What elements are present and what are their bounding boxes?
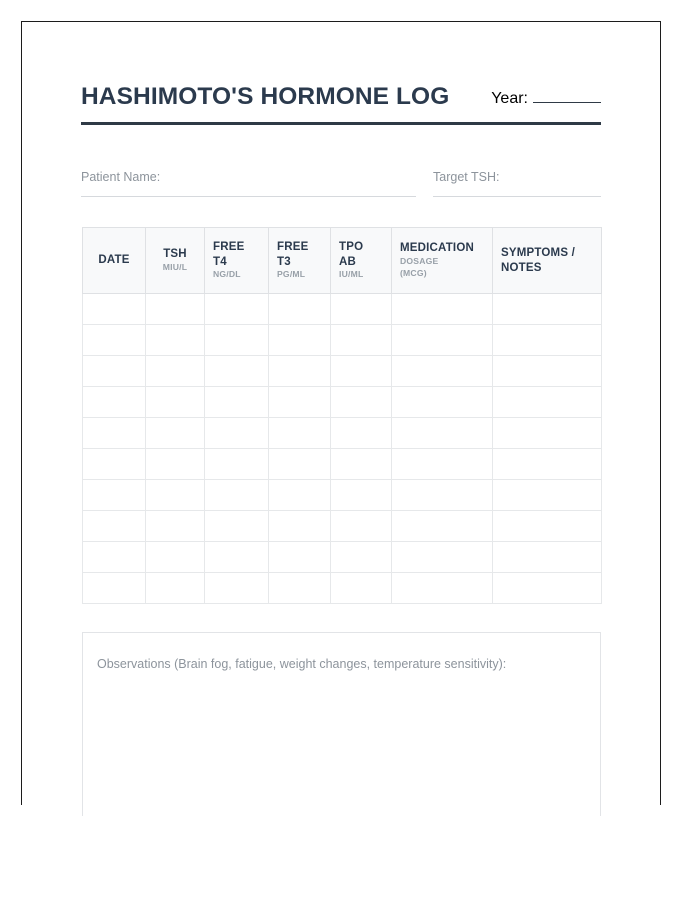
table-cell-tsh[interactable] [146,511,205,542]
table-cell-medication[interactable] [392,449,493,480]
table-cell-tsh[interactable] [146,325,205,356]
table-cell-medication[interactable] [392,387,493,418]
table-cell-tpo-ab[interactable] [331,356,392,387]
hormone-log-table [82,227,602,604]
table-cell-free-t3[interactable] [269,418,331,449]
year-field[interactable] [491,90,601,111]
column-header-free-t4-unit: NG/DL [213,269,241,280]
column-header-symptoms-line1: SYMPTOMS / [501,246,575,259]
table-cell-tpo-ab[interactable] [331,542,392,573]
table-cell-medication[interactable] [392,542,493,573]
table-cell-tpo-ab[interactable] [331,418,392,449]
table-cell-tpo-ab[interactable] [331,294,392,325]
table-cell-date[interactable] [83,480,146,511]
table-cell-date[interactable] [83,449,146,480]
table-cell-date[interactable] [83,573,146,604]
table-cell-medication[interactable] [392,294,493,325]
table-cell-date[interactable] [83,294,146,325]
table-cell-free-t3[interactable] [269,387,331,418]
observations-label: Observations (Brain fog, fatigue, weight changes, temperature sensitivity): [97,657,507,671]
column-header-free-t3-unit: PG/ML [277,269,306,280]
page-title: HASHIMOTO'S HORMONE LOG [81,83,450,110]
document-header [81,84,601,111]
column-header-medication-unit-line2: (MCG) [400,267,427,278]
table-cell-free-t3[interactable] [269,325,331,356]
table-cell-free-t4[interactable] [205,387,269,418]
table-cell-free-t4[interactable] [205,356,269,387]
table-cell-free-t3[interactable] [269,449,331,480]
title-divider [81,122,601,125]
table-cell-tsh[interactable] [146,418,205,449]
table-cell-tsh[interactable] [146,542,205,573]
column-header-medication-unit-line1: DOSAGE [400,256,439,267]
table-cell-symptoms[interactable] [493,356,602,387]
column-header-free-t3-line1: FREE [277,240,309,253]
table-cell-free-t4[interactable] [205,511,269,542]
column-header-free-t4 [205,228,269,294]
table-cell-free-t3[interactable] [269,356,331,387]
table-row [83,573,602,604]
column-header-free-t3 [269,228,331,294]
column-header-symptoms-line2: NOTES [501,261,542,274]
year-input-blank[interactable] [533,91,601,103]
table-cell-tpo-ab[interactable] [331,480,392,511]
table-cell-tpo-ab[interactable] [331,573,392,604]
table-cell-symptoms[interactable] [493,294,602,325]
column-header-date-label: DATE [98,254,130,267]
table-cell-free-t3[interactable] [269,542,331,573]
table-cell-free-t4[interactable] [205,449,269,480]
observations-box[interactable] [82,632,601,816]
target-tsh-label: Target TSH: [433,170,500,184]
table-cell-free-t3[interactable] [269,294,331,325]
table-cell-free-t4[interactable] [205,325,269,356]
table-cell-symptoms[interactable] [493,418,602,449]
table-cell-medication[interactable] [392,356,493,387]
table-row [83,387,602,418]
table-cell-symptoms[interactable] [493,542,602,573]
table-row [83,449,602,480]
table-cell-date[interactable] [83,387,146,418]
meta-fields-row [81,168,601,197]
table-header-row [83,228,602,294]
column-header-tpo-ab-line1: TPO [339,240,364,253]
table-cell-tsh[interactable] [146,449,205,480]
table-cell-symptoms[interactable] [493,449,602,480]
table-row [83,356,602,387]
table-cell-symptoms[interactable] [493,511,602,542]
column-header-free-t4-line2: T4 [213,255,227,268]
table-cell-tsh[interactable] [146,294,205,325]
table-row [83,294,602,325]
table-cell-date[interactable] [83,325,146,356]
table-row [83,511,602,542]
table-cell-free-t4[interactable] [205,418,269,449]
table-cell-tpo-ab[interactable] [331,449,392,480]
table-cell-tpo-ab[interactable] [331,387,392,418]
column-header-free-t3-line2: T3 [277,255,291,268]
table-cell-tpo-ab[interactable] [331,325,392,356]
table-cell-tpo-ab[interactable] [331,511,392,542]
table-cell-free-t4[interactable] [205,542,269,573]
table-row [83,542,602,573]
table-cell-free-t4[interactable] [205,294,269,325]
column-header-tpo-ab-line2: AB [339,255,357,268]
column-header-symptoms-notes [493,228,602,294]
table-cell-free-t3[interactable] [269,573,331,604]
table-row [83,325,602,356]
table-cell-free-t4[interactable] [205,573,269,604]
table-cell-date[interactable] [83,542,146,573]
table-row [83,418,602,449]
column-header-tsh [146,228,205,294]
column-header-medication-label: MEDICATION [400,242,474,255]
patient-name-field[interactable] [81,168,416,197]
table-cell-date[interactable] [83,418,146,449]
patient-name-label: Patient Name: [81,170,161,184]
page-content [22,22,660,805]
column-header-tsh-label: TSH [163,248,187,261]
table-cell-medication[interactable] [392,511,493,542]
column-header-tpo-ab [331,228,392,294]
column-header-tpo-ab-unit: IU/ML [339,269,364,280]
column-header-free-t4-line1: FREE [213,240,245,253]
table-cell-free-t3[interactable] [269,511,331,542]
table-cell-tsh[interactable] [146,387,205,418]
printable-page [21,21,661,805]
table-cell-medication[interactable] [392,325,493,356]
table-cell-free-t3[interactable] [269,480,331,511]
table-cell-free-t4[interactable] [205,480,269,511]
table-cell-symptoms[interactable] [493,325,602,356]
table-body [83,294,602,604]
column-header-tsh-unit: MIU/L [162,262,188,272]
table-cell-date[interactable] [83,356,146,387]
table-cell-symptoms[interactable] [493,387,602,418]
year-label: Year: [491,89,528,107]
column-header-date [83,228,146,294]
table-cell-tsh[interactable] [146,356,205,387]
target-tsh-field[interactable] [433,168,601,197]
table-cell-tsh[interactable] [146,480,205,511]
table-cell-medication[interactable] [392,418,493,449]
table-header [83,228,602,294]
table-cell-tsh[interactable] [146,573,205,604]
table-row [83,480,602,511]
column-header-medication [392,228,493,294]
table-cell-symptoms[interactable] [493,573,602,604]
table-cell-medication[interactable] [392,573,493,604]
table-cell-medication[interactable] [392,480,493,511]
table-cell-date[interactable] [83,511,146,542]
table-cell-symptoms[interactable] [493,480,602,511]
